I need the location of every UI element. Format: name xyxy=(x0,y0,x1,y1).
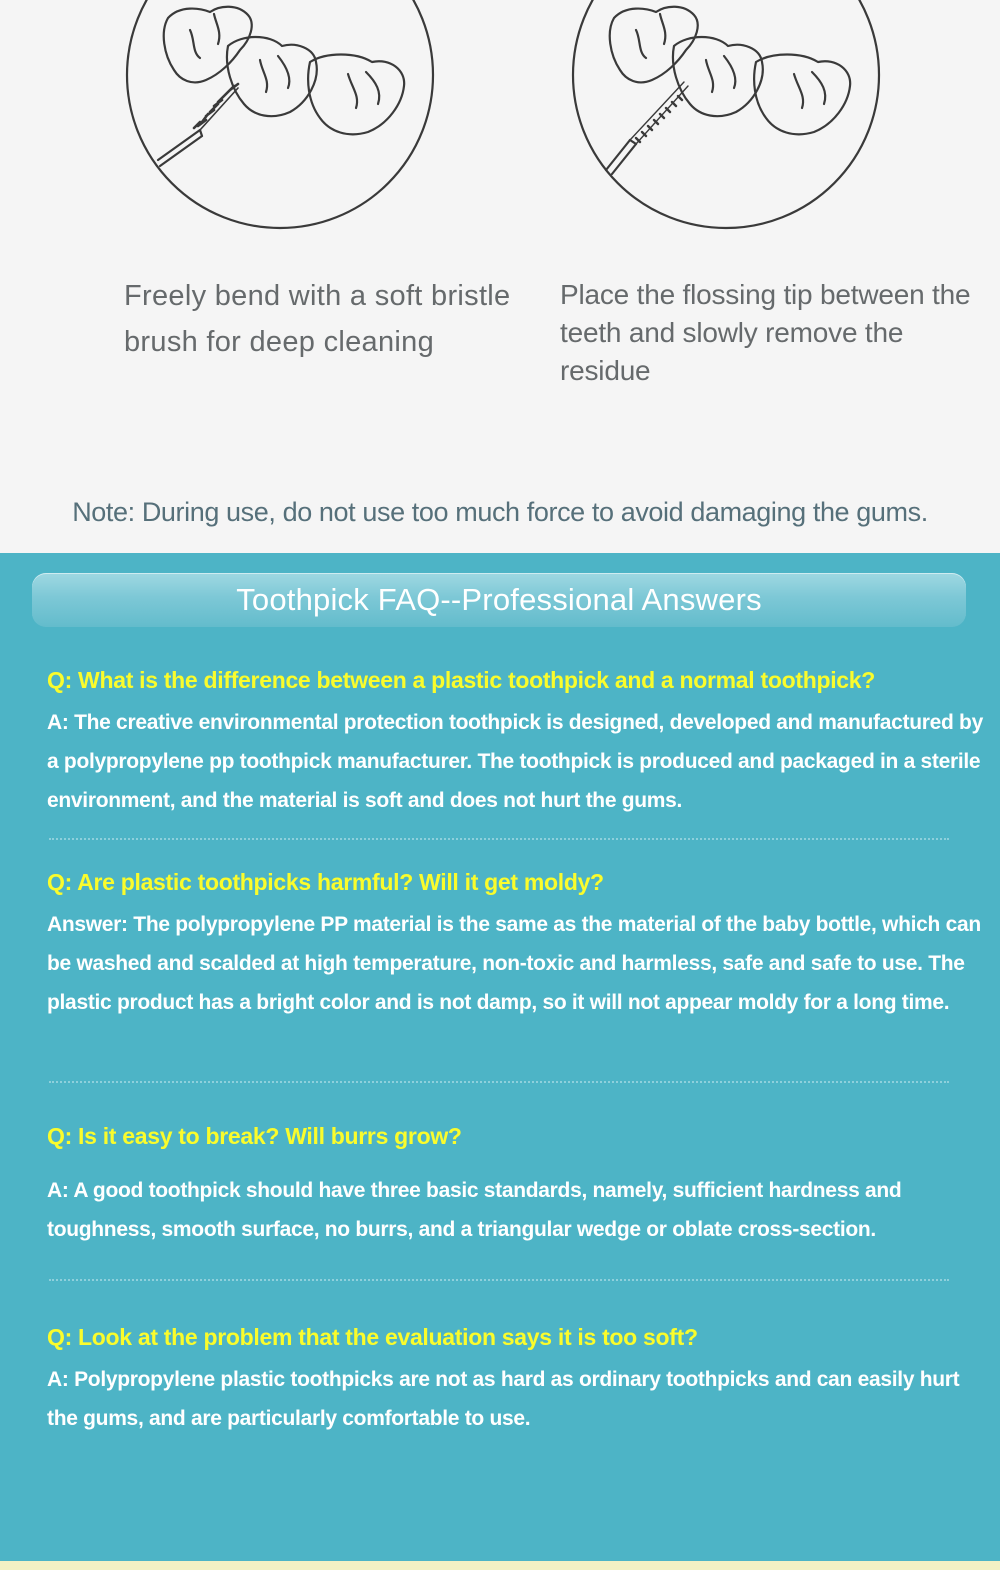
faq-divider xyxy=(49,1279,949,1281)
step-1-caption: Freely bend with a soft bristle brush for deep cleaning xyxy=(124,280,511,358)
faq-answer: A: The creative environmental protection toothpick is designed, developed and manufactured by a polypropylene pp toothpick manufacturer. The toothpick is produced and packaged in a sterile environment, and the material is soft and does not hurt the gums. xyxy=(47,711,983,812)
faq-item xyxy=(47,1322,987,1438)
faq-question: Q: Are plastic toothpicks harmful? Will it get moldy? xyxy=(47,869,604,895)
bendable-brush-between-teeth-icon xyxy=(120,0,440,235)
faq-section xyxy=(0,553,1000,1561)
faq-banner xyxy=(32,573,966,627)
bottom-accent-line xyxy=(0,1561,1000,1570)
step-2-caption: Place the flossing tip between the teeth and slowly remove the residue xyxy=(560,279,971,386)
faq-divider xyxy=(49,1081,949,1083)
faq-answer: Answer: The polypropylene PP material is the same as the material of the baby bottle, which can be washed and scalded at high temperature, non-toxic and harmless, safe and safe to use. The plastic product has a bright color and is not damp, so it will not appear moldy for a long time. xyxy=(47,913,981,1014)
faq-title: Toothpick FAQ--Professional Answers xyxy=(236,582,762,617)
flossing-tip-between-teeth-icon xyxy=(566,0,886,235)
faq-item xyxy=(47,867,987,1022)
faq-item xyxy=(47,665,987,820)
faq-question: Q: Is it easy to break? Will burrs grow? xyxy=(47,1123,462,1149)
faq-answer: A: Polypropylene plastic toothpicks are not as hard as ordinary toothpicks and can easily hurt the gums, and are particularly comfortable to use. xyxy=(47,1368,960,1430)
faq-divider xyxy=(49,838,949,840)
usage-steps-section xyxy=(0,0,1000,553)
usage-note: Note: During use, do not use too much force to avoid damaging the gums. xyxy=(72,497,928,527)
faq-item xyxy=(47,1121,987,1249)
faq-answer: A: A good toothpick should have three basic standards, namely, sufficient hardness and toughness, smooth surface, no burrs, and a triangular wedge or oblate cross-section. xyxy=(47,1179,902,1241)
faq-question: Q: Look at the problem that the evaluation says it is too soft? xyxy=(47,1324,698,1350)
faq-question: Q: What is the difference between a plastic toothpick and a normal toothpick? xyxy=(47,667,876,693)
